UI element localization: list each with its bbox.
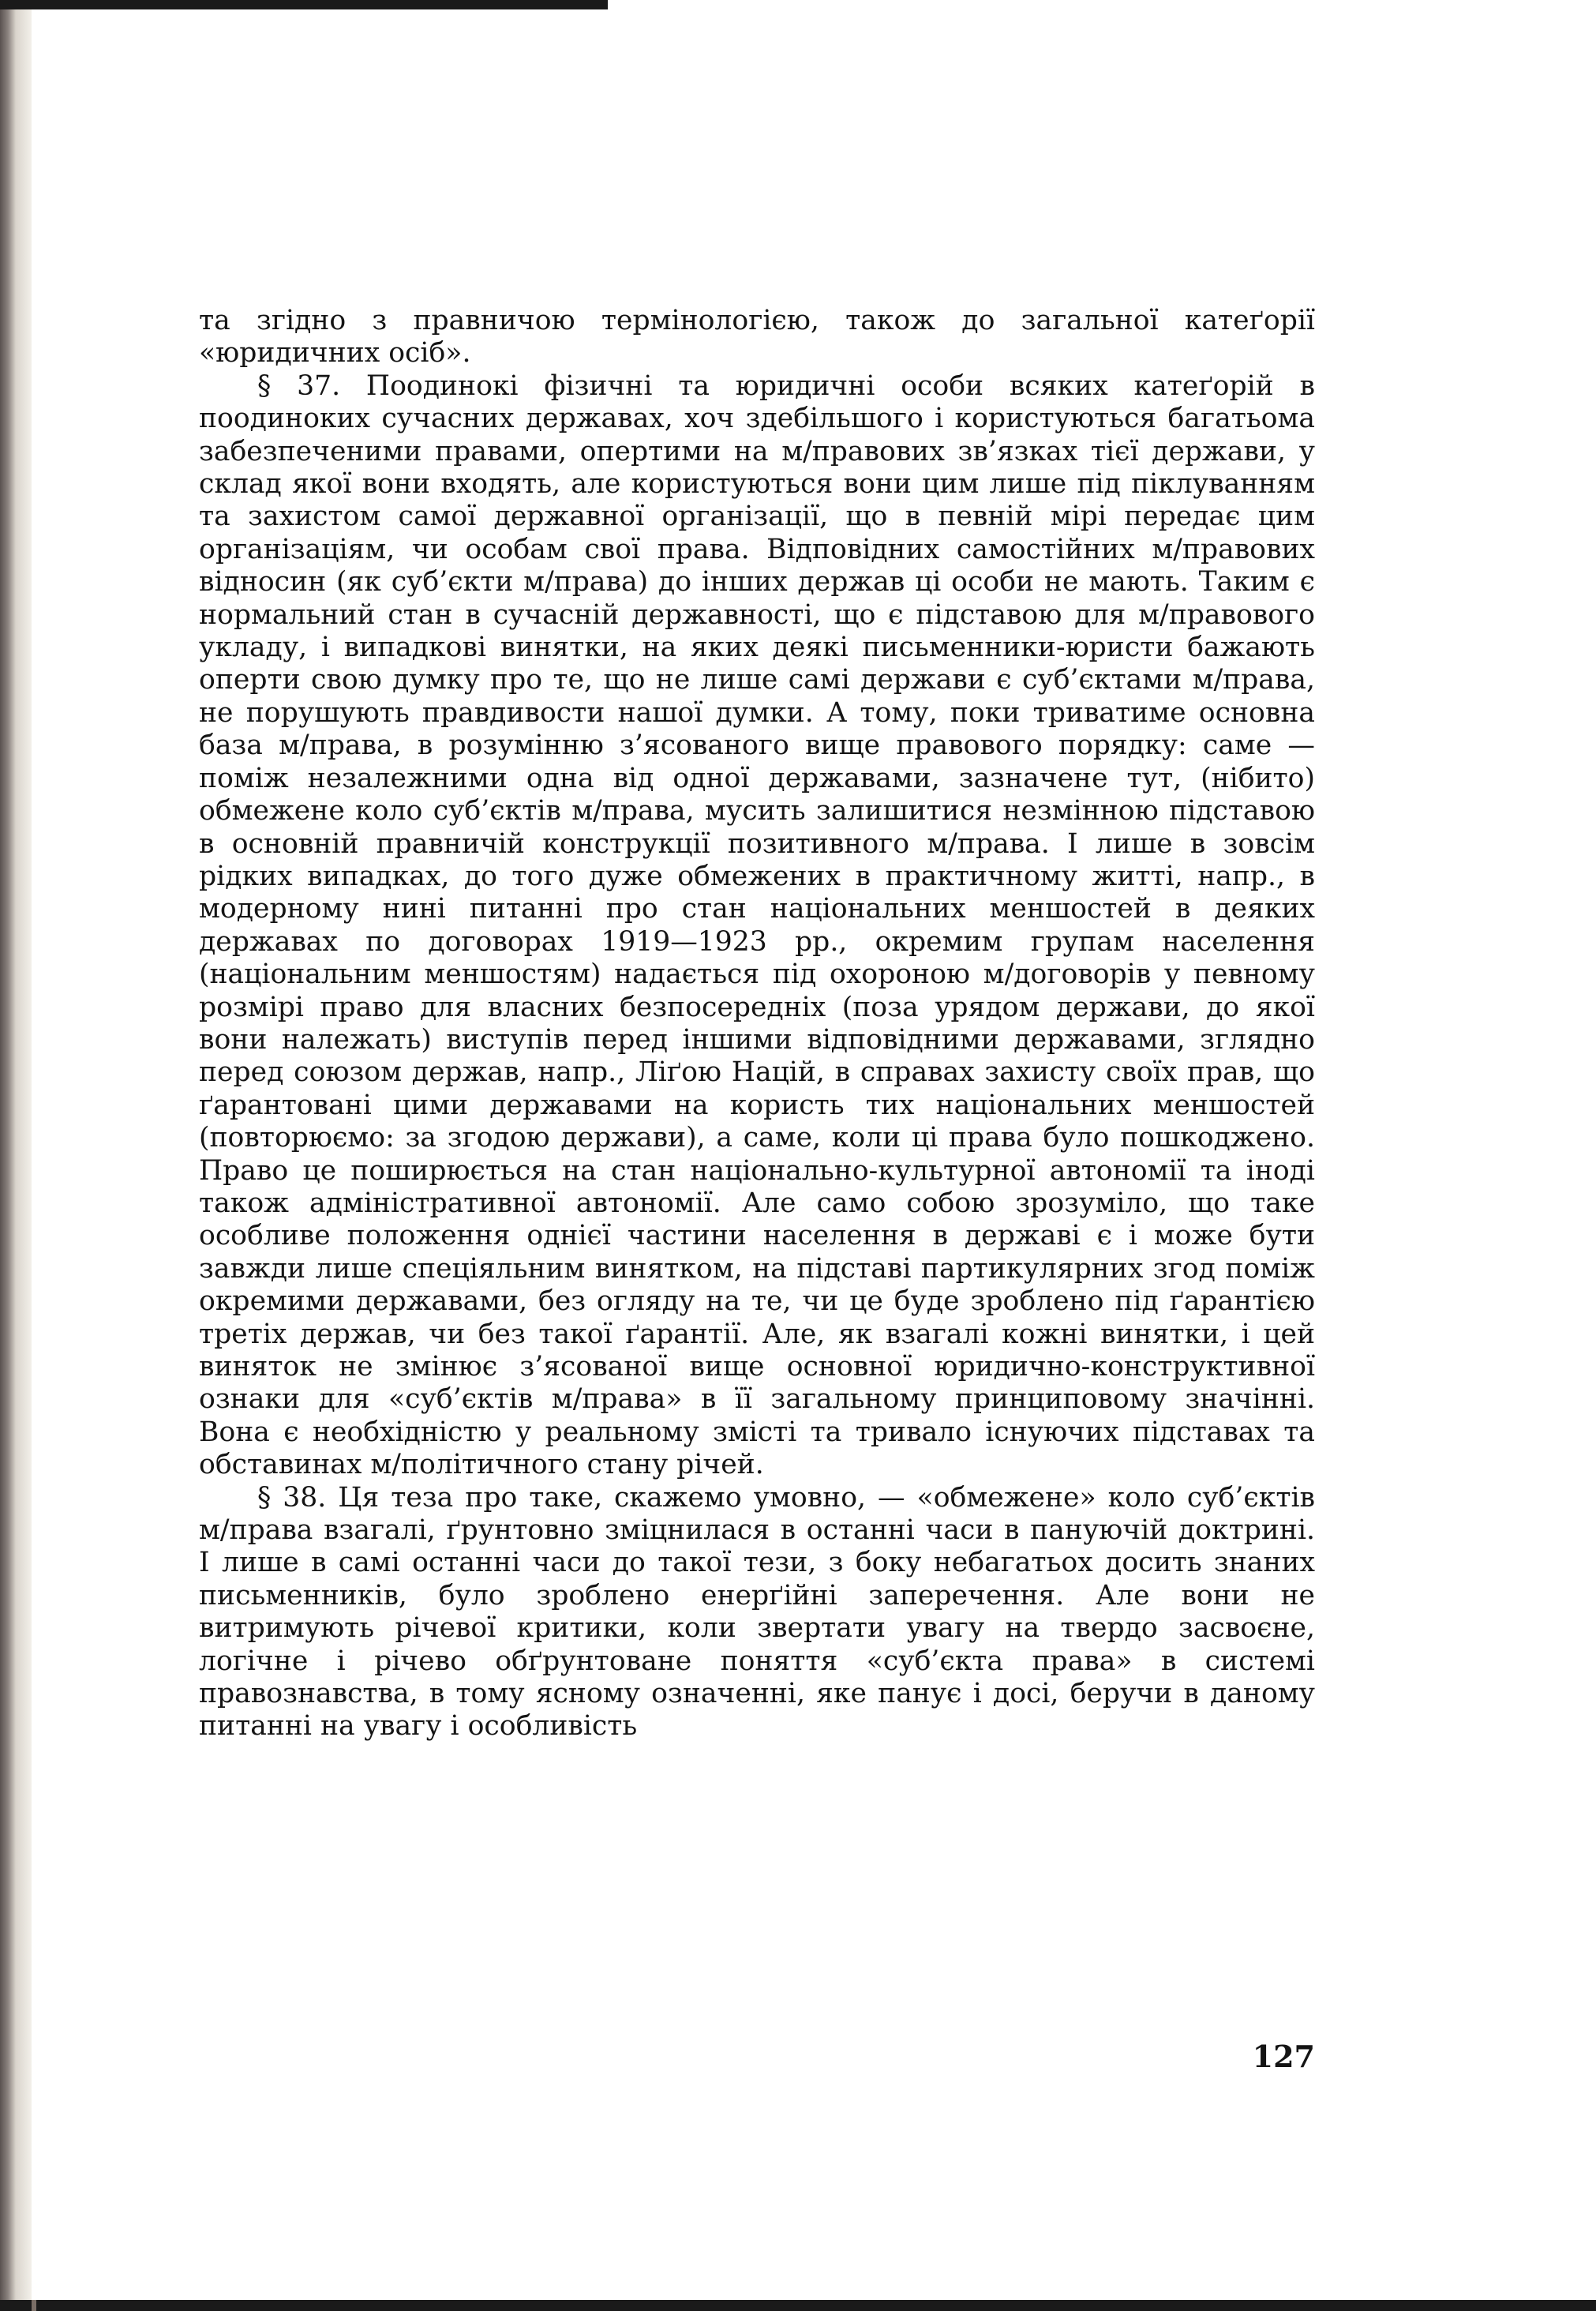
scan-border-bottom [0,2300,1596,2311]
page-body [199,305,1315,1743]
paragraph-section-37: § 37. Поодинокі фізичні та юридичні особи всяких катеґорій в поодиноких сучасних державах, хоч здебільшого і користуються багатьома забезпеченими правами, опертими на м/правових зв’язках тієї держави, у склад якої вони входять, але користуються вони цим лише під піклуванням та захистом самої державної організації, що в певній мірі передає цим організаціям, чи особам свої права. Відповідних самостійних м/правових відносин (як суб’єкти м/права) до інших держав ці особи не мають. Таким є нормальний стан в сучасній державності, що є підставою для м/правового укладу, і випадкові винятки, на яких деякі письменники-юристи бажають оперти свою думку про те, що не лише самі держави є суб’єктами м/права, не порушують правдивости нашої думки. А тому, поки триватиме основна база м/права, в розумінню з’ясованого вище правового порядку: саме — поміж незалежними одна від одної державами, зазначене тут, (нібито) обмежене коло суб’єктів м/права, мусить залишитися незмінною підставою в основній правничій конструкції позитивного м/права. І лише в зовсім рідких випадках, до того дуже обмежених в практичному житті, напр., в модерному нині питанні про стан національних меншостей в деяких державах по договорах 1919—1923 рр., окремим групам населення (національним меншостям) надається під охороною м/договорів у певному розмірі право для власних безпосередніх (поза урядом держави, до якої вони належать) виступів перед іншими відповідними державами, зглядно перед союзом держав, напр., Ліґою Націй, в справах захисту своїх прав, що ґарантовані цими державами на користь тих національних меншостей (повторюємо: за згодою держави), а саме, коли ці права було пошкоджено. Право це поширюється на стан національно-культурної автономії та іноді також адміністративної автономії. Але само собою зрозуміло, що таке особливе положення однієї частини населення в державі є і може бути завжди лише спеціяльним винятком, на підставі партикулярних згод поміж окремими державами, без огляду на те, чи це буде зроблено під ґарантією третіх держав, чи без такої ґарантії. Але, як взагалі кожні винятки, і цей виняток не змінює з’ясованої вище основної юридично-конструктивної ознаки для «суб’єктів м/права» в її загальному принциповому значінні. Вона є необхідністю у реальному змісті та тривало існуючих підставах та обставинах м/політичного стану річей. [199,370,1315,1481]
paragraph-continuation: та згідно з правничою термінологією, також до загальної катеґорії «юридичних осіб». [199,305,1315,370]
paragraph-section-38: § 38. Ця теза про таке, скажемо умовно, — «обмежене» коло суб’єктів м/права взагалі, ґрунтовно зміцнилася в останні часи в пануючій доктрині. І лише в самі останні часи до такої тези, з боку небагатьох досить знаних письменників, було зроблено енерґійні заперечення. Але вони не витримують річевої критики, коли звертати увагу на твердо засвоєне, логічне і річево обґрунтоване поняття «суб’єкта права» в системі правознавства, в тому ясному означенні, яке панує і досі, беручи в даному питанні на увагу і особливість [199,1481,1315,1743]
scan-border-top [0,0,608,9]
scan-border-left [0,0,32,2311]
page-number: 127 [1252,2039,1315,2074]
